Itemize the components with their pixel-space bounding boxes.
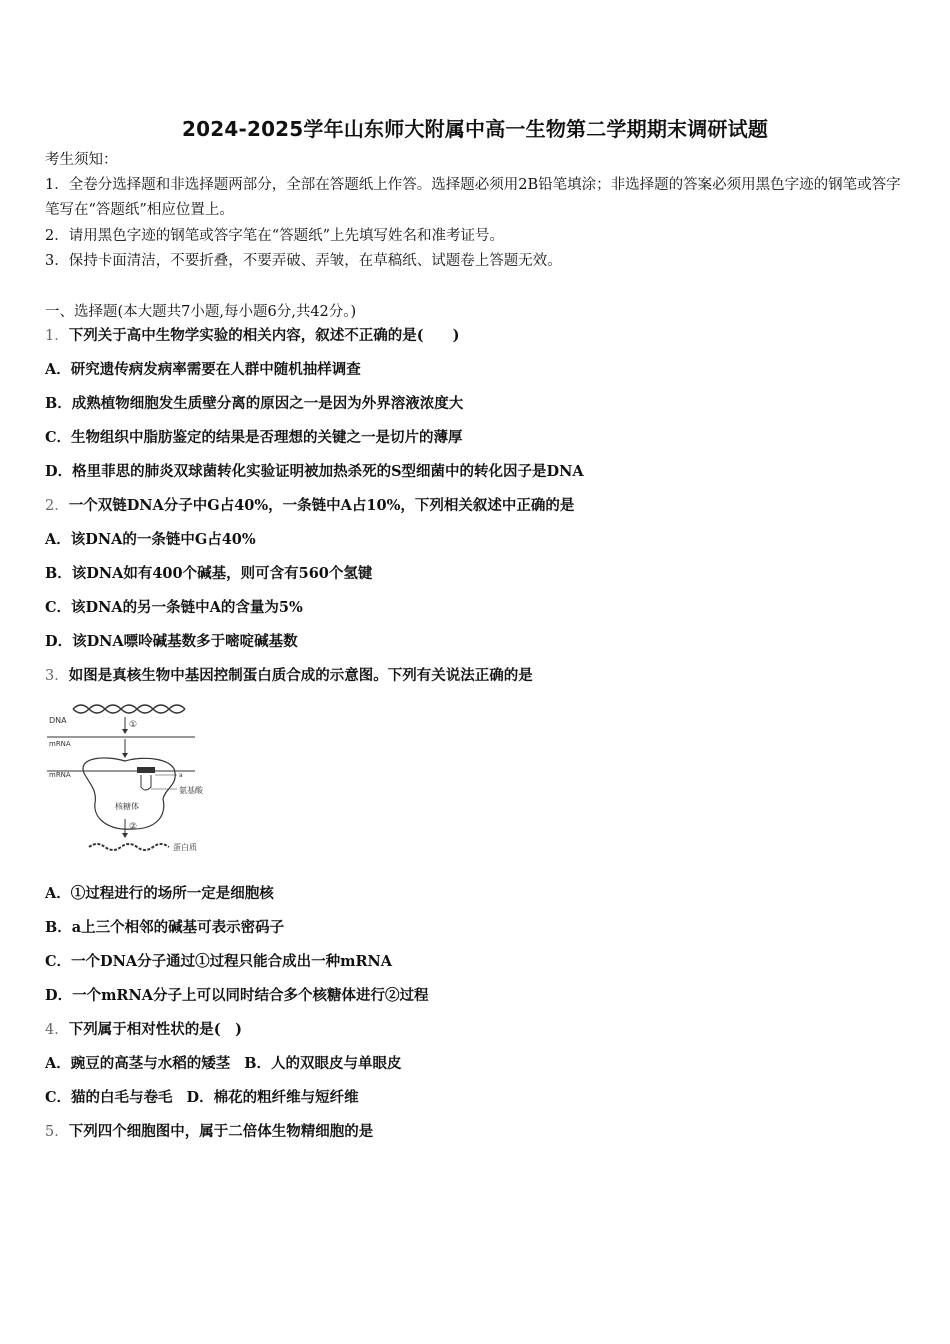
page-title: 2024-2025学年山东师大附属中高一生物第二学期期末调研试题 (181, 117, 769, 141)
down-arrowhead (122, 753, 128, 758)
protein-synthesis-diagram (45, 697, 215, 857)
question-number: 4． (45, 1022, 69, 1038)
a-label: a (179, 772, 183, 779)
question-stem: 如图是真核生物中基因控制蛋白质合成的示意图。下列有关说法正确的是 (68, 667, 533, 684)
option: B．人的双眼皮与单眼皮 (244, 1055, 402, 1072)
option: C．猫的白毛与卷毛 (45, 1089, 173, 1106)
question-number: 2． (45, 498, 69, 514)
question-4 (45, 1020, 242, 1040)
question-stem: 下列四个细胞图中，属于二倍体生物精细胞的是 (68, 1123, 374, 1140)
option: A．豌豆的高茎与水稻的矮茎 (45, 1055, 231, 1072)
option: A．该DNA的一条链中G占40% (45, 531, 256, 548)
option: B．a上三个相邻的碱基可表示密码子 (45, 919, 285, 936)
step1-label: ① (129, 720, 138, 730)
question-number: 1． (45, 328, 69, 344)
question-2 (45, 496, 574, 516)
amino-acid-label: 氨基酸 (179, 786, 203, 795)
notice-heading: 考生须知： (45, 152, 118, 168)
question-5 (45, 1122, 373, 1142)
notice-item-2: 2．请用黑色字迹的钢笔或答字笔在“答题纸”上先填写姓名和准考证号。 (45, 228, 505, 244)
question-stem: 下列属于相对性状的是( ) (68, 1021, 242, 1038)
step1-arrowhead (122, 729, 128, 734)
option: D．棉花的粗纤维与短纤维 (186, 1089, 359, 1106)
option-row (45, 1088, 359, 1108)
question-stem: 一个双链DNA分子中G占40%，一条链中A占10%，下列相关叙述中正确的是 (68, 497, 575, 514)
notice-item-1: 1．全卷分选择题和非选择题两部分，全部在答题纸上作答。选择题必须用2B铅笔填涂；非选择题的答案必须用黑色字迹的钢笔或答字笔写在“答题纸”相应位置上。 (45, 177, 901, 218)
mrna-mid-label: mRNA (49, 771, 71, 779)
notice-item-3: 3．保持卡面清洁，不要折叠，不要弄破、弄皱，在草稿纸、试题卷上答题无效。 (45, 253, 562, 269)
option: D．一个mRNA分子上可以同时结合多个核糖体进行②过程 (45, 987, 429, 1004)
dna-strand-2 (73, 705, 185, 713)
option: D．该DNA嘌呤碱基数多于嘧啶碱基数 (45, 633, 298, 650)
question-stem: 下列关于高中生物学实验的相关内容，叙述不正确的是( ) (68, 327, 460, 344)
protein-chain (89, 844, 169, 850)
option: A．研究遗传病发病率需要在人群中随机抽样调查 (45, 361, 361, 378)
option-row (45, 1054, 402, 1074)
dna-label: DNA (49, 716, 67, 725)
option: B．该DNA如有400个碱基，则可含有560个氢键 (45, 565, 373, 582)
ribosome-label: 核糖体 (115, 802, 139, 811)
option: A．①过程进行的场所一定是细胞核 (45, 885, 274, 902)
ribosome-shape (83, 758, 175, 829)
option: D．格里菲思的肺炎双球菌转化实验证明被加热杀死的S型细菌中的转化因子是DNA (45, 463, 584, 480)
trna-body (141, 775, 151, 790)
option: B．成熟植物细胞发生质壁分离的原因之一是因为外界溶液浓度大 (45, 395, 464, 412)
option: C．该DNA的另一条链中A的含量为5% (45, 599, 303, 616)
option: C．一个DNA分子通过①过程只能合成出一种mRNA (45, 953, 393, 970)
trna-bases (137, 767, 155, 773)
step2-label: ② (129, 822, 138, 832)
question-number: 3． (45, 668, 69, 684)
question-3 (45, 666, 533, 686)
question-number: 5． (45, 1124, 69, 1140)
option: C．生物组织中脂肪鉴定的结果是否理想的关键之一是切片的薄厚 (45, 429, 463, 446)
section-heading: 一、选择题(本大题共7小题,每小题6分,共42分。) (45, 304, 357, 320)
step2-arrowhead (122, 833, 128, 838)
mrna-top-label: mRNA (49, 740, 71, 748)
protein-label: 蛋白质 (173, 843, 197, 852)
question-1 (45, 326, 459, 346)
